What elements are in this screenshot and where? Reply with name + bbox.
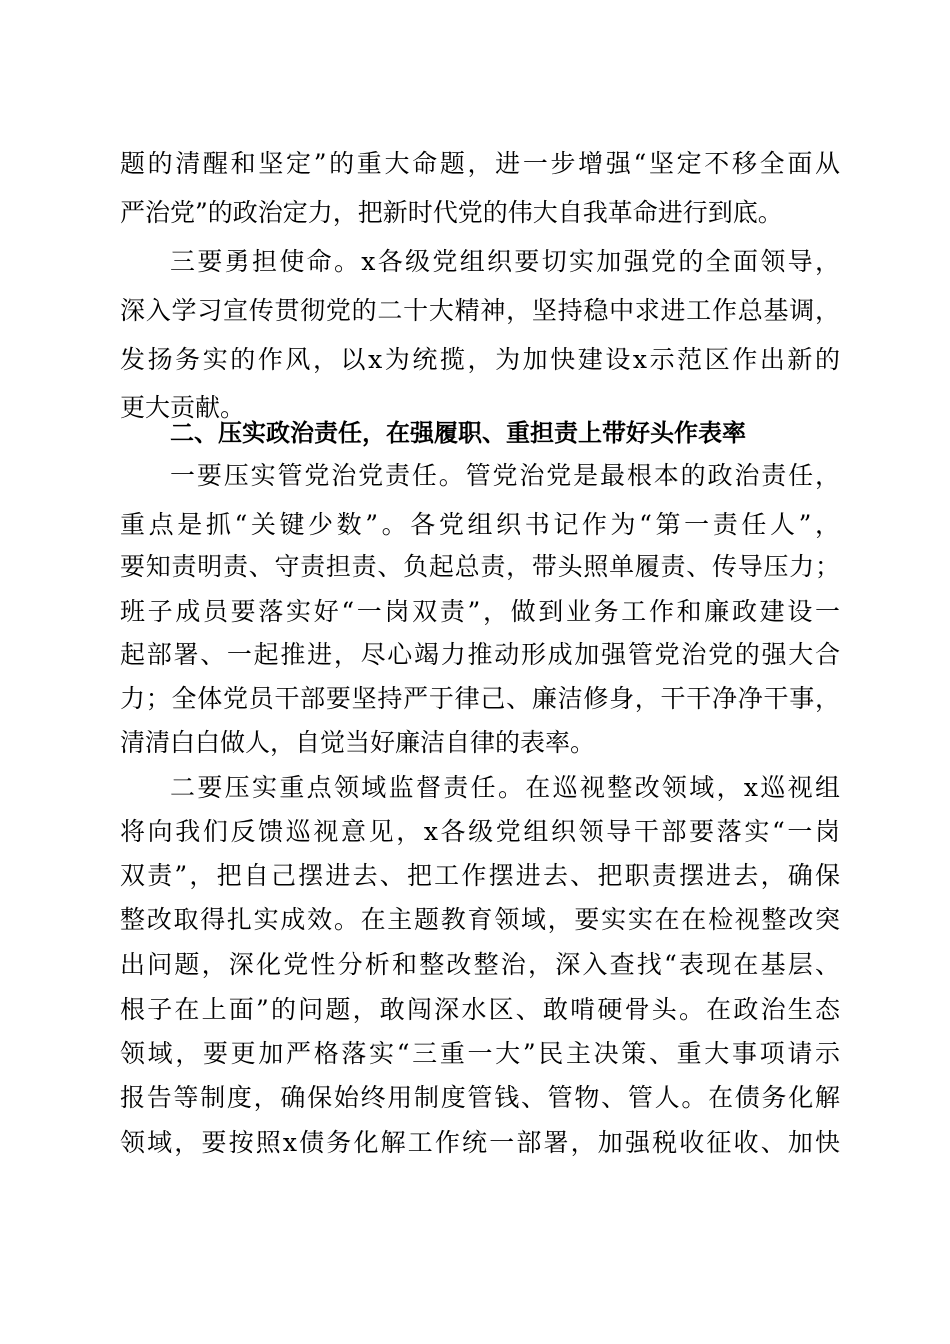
text-line: 题的清醒和坚定”的重大命题，进一步增强“坚定不移全面从 [120, 149, 840, 178]
text-line: 要知责明责、守责担责、负起总责，带头照单履责、传导压力； [120, 552, 840, 581]
text-line: 报告等制度，确保始终用制度管钱、管物、管人。在债务化解 [120, 1083, 840, 1112]
text-line: 力；全体党员干部要坚持严于律己、廉洁修身，干干净净干事， [120, 684, 840, 713]
section-heading: 二、压实政治责任，在强履职、重担责上带好头作表率 [170, 419, 746, 447]
text-line: 出问题，深化党性分析和整改整治，深入查找“表现在基层、 [120, 950, 840, 979]
text-line: 深入学习宣传贯彻党的二十大精神，坚持稳中求进工作总基调， [120, 296, 840, 325]
text-line: 清清白白做人，自觉当好廉洁自律的表率。 [120, 728, 596, 757]
text-line: 三要勇担使命。x各级党组织要切实加强党的全面领导， [170, 247, 840, 276]
text-line: 二要压实重点领域监督责任。在巡视整改领域，x巡视组 [170, 773, 840, 802]
text-line: 领域，要按照x债务化解工作统一部署，加强税收征收、加快 [120, 1128, 840, 1157]
text-line: 更大贡献。 [120, 393, 246, 422]
text-line: 发扬务实的作风，以x为统揽，为加快建设x示范区作出新的 [120, 345, 840, 374]
text-line: 整改取得扎实成效。在主题教育领域，要实实在在检视整改突 [120, 905, 840, 934]
text-line: 双责”，把自己摆进去、把工作摆进去、把职责摆进去，确保 [120, 861, 840, 890]
text-line: 严治党”的政治定力，把新时代党的伟大自我革命进行到底。 [120, 198, 783, 227]
text-line: 将向我们反馈巡视意见，x各级党组织领导干部要落实“一岗 [120, 817, 840, 846]
text-line: 班子成员要落实好“一岗双责”，做到业务工作和廉政建设一 [120, 597, 840, 626]
text-line: 领域，要更加严格落实“三重一大”民主决策、重大事项请示 [120, 1039, 840, 1068]
text-line: 一要压实管党治党责任。管党治党是最根本的政治责任， [170, 461, 840, 490]
text-line: 起部署、一起推进，尽心竭力推动形成加强管党治党的强大合 [120, 640, 840, 669]
text-line: 重点是抓“关键少数”。各党组织书记作为“第一责任人”， [120, 510, 840, 539]
text-line: 根子在上面”的问题，敢闯深水区、敢啃硬骨头。在政治生态 [120, 995, 840, 1024]
